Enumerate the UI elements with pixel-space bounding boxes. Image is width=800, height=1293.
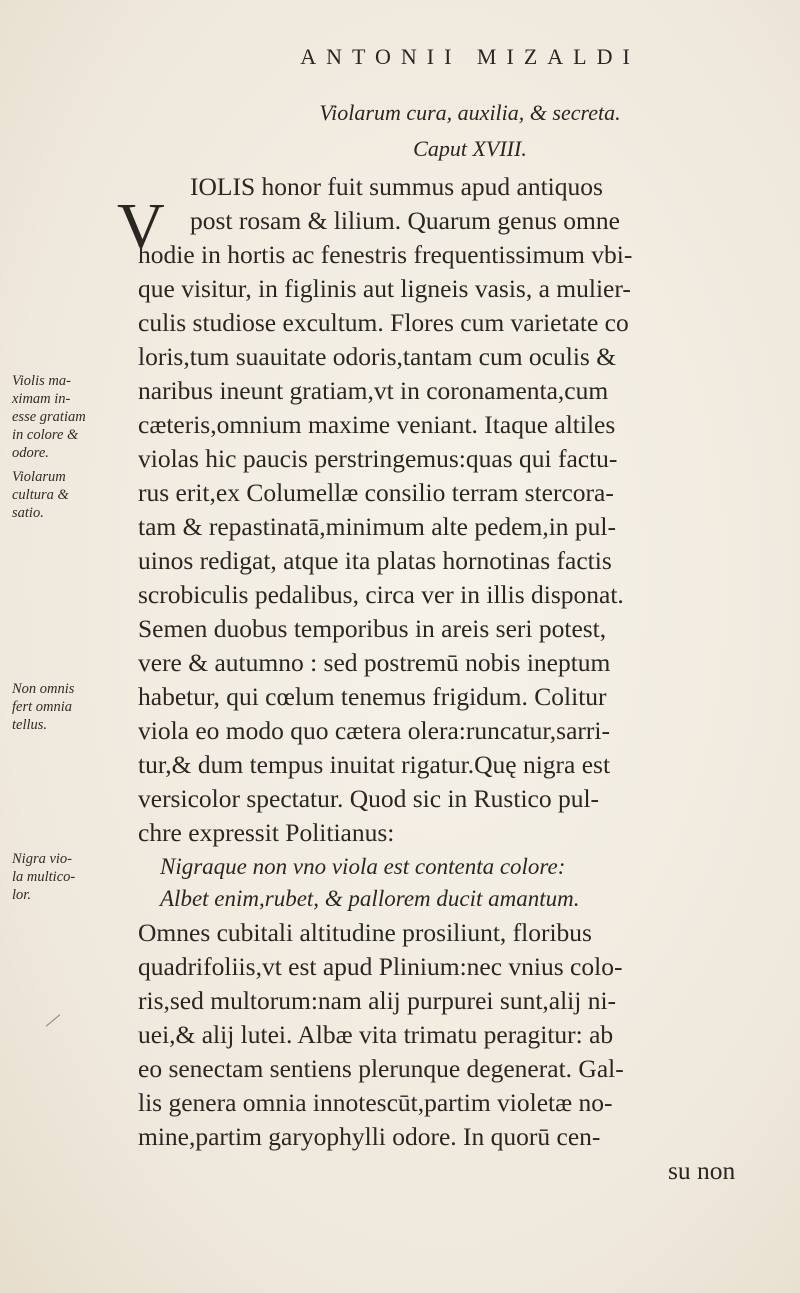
running-header: ANTONII MIZALDI <box>300 44 640 69</box>
text-line: quadrifoliis,vt est apud Plinium:nec vnius colo- <box>138 952 623 981</box>
verse-line: Nigraque non vno viola est contenta colore: <box>160 854 566 879</box>
text-line: mine,partim garyophylli odore. In quorū cen- <box>138 1122 601 1151</box>
text-line: ris,sed multorum:nam alij purpurei sunt,alij ni- <box>138 986 617 1015</box>
text-line: chre expressit Politianus: <box>138 818 395 847</box>
text-line: que visitur, in figlinis aut ligneis vasis, a mulier- <box>138 274 631 303</box>
text-line: cæteris,omnium maxime veniant. Itaque altiles <box>138 410 616 439</box>
text-line: tam & repastinatā,minimum alte pedem,in pul- <box>138 512 617 541</box>
text-line: tur,& dum tempus inuitat rigatur.Quę nigra est <box>138 750 611 779</box>
text-line: IOLIS honor fuit summus apud antiquos <box>190 172 603 201</box>
text-line: viola eo modo quo cætera olera:runcatur,sarri- <box>138 716 610 745</box>
chapter-title: Violarum cura, auxilia, & secreta. <box>319 100 621 125</box>
margin-note: Violis ma- ximam in- esse gratiam in colore & odore. <box>12 373 86 461</box>
text-line: vere & autumno : sed postremū nobis ineptum <box>138 648 611 677</box>
text-line: violas hic paucis perstringemus:quas qui factu- <box>138 444 618 473</box>
text-line: habetur, qui cœlum tenemus frigidum. Colitur <box>138 682 607 711</box>
text-line: naribus ineunt gratiam,vt in coronamenta,cum <box>138 376 609 405</box>
text-line: uei,& alij lutei. Albæ vita trimatu peragitur: ab <box>138 1020 614 1049</box>
text-line: rus erit,ex Columellæ consilio terram stercora- <box>138 478 614 507</box>
text-line: lis genera omnia innotescūt,partim violetæ no- <box>138 1088 613 1117</box>
margin-note: Nigra vio- la multico- lor. <box>12 851 76 903</box>
verse-line: Albet enim,rubet, & pallorem ducit amantum. <box>160 886 580 911</box>
text-line: versicolor spectatur. Quod sic in Rustico pul- <box>138 784 600 813</box>
chapter-number: Caput XVIII. <box>413 136 527 161</box>
drop-cap: V <box>117 190 165 263</box>
text-line: hodie in hortis ac fenestris frequentissimum vbi- <box>138 240 633 269</box>
catchword: su non <box>668 1156 736 1185</box>
text-line: loris,tum suauitate odoris,tantam cum oculis & <box>138 342 617 371</box>
text-line: Semen duobus temporibus in areis seri potest, <box>138 614 607 643</box>
text-line: uinos redigat, atque ita platas hornotinas factis <box>138 546 612 575</box>
text-line: post rosam & lilium. Quarum genus omne <box>190 206 620 235</box>
margin-note: Non omnis fert omnia tellus. <box>12 681 75 733</box>
text-line: culis studiose excultum. Flores cum varietate co <box>138 308 629 337</box>
text-line: Omnes cubitali altitudine prosiliunt, floribus <box>138 918 592 947</box>
text-line: eo senectam sentiens plerunque degenerat. Gal- <box>138 1054 624 1083</box>
margin-note: Violarum cultura & satio. <box>12 469 69 521</box>
ink-mark <box>46 1014 60 1026</box>
text-line: scrobiculis pedalibus, circa ver in illis disponat. <box>138 580 624 609</box>
